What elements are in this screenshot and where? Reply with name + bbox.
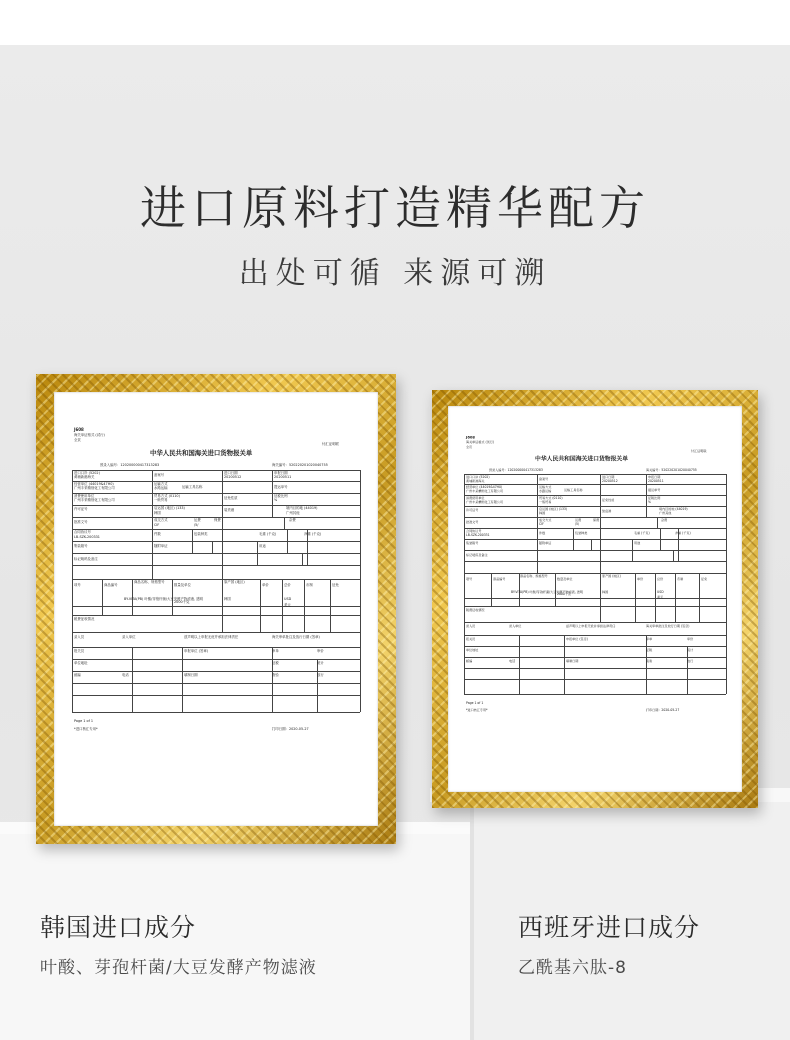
form-field: 征免性质 <box>224 496 238 500</box>
form-rule <box>260 579 261 632</box>
form-field: 集装箱号 <box>74 544 88 548</box>
form-field: 用途 <box>634 541 641 546</box>
form-rule <box>573 528 574 550</box>
form-rule <box>102 579 103 615</box>
form-print-date: 打印日期：2020-05-27 <box>272 727 309 731</box>
form-field: 一般贸易 <box>538 499 551 504</box>
form-rule <box>182 647 183 712</box>
form-field: 项号 <box>465 576 472 581</box>
form-field: 经营单位 (44019&47H0) <box>74 482 114 486</box>
form-field: 净重 (千克) <box>304 532 322 536</box>
form-field: 包装种类 <box>194 532 208 536</box>
form-rule <box>464 561 726 562</box>
form-field: 放行 <box>686 658 694 663</box>
form-rule <box>72 470 360 471</box>
left-certificate-paper <box>54 392 378 826</box>
form-field: 2000千克 <box>174 600 190 604</box>
form-field: 装货港 <box>602 508 612 513</box>
form-rule <box>72 632 360 633</box>
right-caption-title: 西班牙进口成分 <box>518 913 701 942</box>
form-field: 20200511 <box>647 478 664 483</box>
form-field: 2000千克 <box>556 592 571 597</box>
form-field: 申报日期 <box>274 471 288 475</box>
form-field: 进口日期 <box>224 471 238 475</box>
form-field: 运费 <box>194 518 201 522</box>
form-field: 启运国 (地区) (133) <box>154 506 185 510</box>
form-field: 报关员 <box>74 649 85 653</box>
form-field: 毛重 (千克) <box>634 530 650 535</box>
form-rule <box>635 573 636 621</box>
form-field: 征税 <box>645 647 653 652</box>
form-field: 韩国 <box>224 597 231 601</box>
form-field: 运输方式 <box>538 485 551 489</box>
form-rule <box>591 539 592 550</box>
form-field: 韩国 <box>154 511 161 515</box>
form-rule <box>699 573 700 621</box>
form-field: BY-VITA(PB) 叶酸/芽孢杆菌/大豆发酵产物滤液, 透明 <box>511 589 584 594</box>
form-field: 件数 <box>538 530 545 535</box>
form-rule <box>317 659 318 712</box>
form-field: 税费征收情况 <box>465 607 485 612</box>
form-field: 征免 <box>332 583 339 587</box>
form-field: 批准文号 <box>465 519 479 524</box>
form-field: 消费使用单位 <box>465 496 485 500</box>
form-field: 韩国 <box>602 589 609 594</box>
form-rule <box>72 481 360 482</box>
form-rule <box>72 470 73 712</box>
form-field: 统计 <box>317 661 324 665</box>
form-rule <box>72 647 360 648</box>
left-certificate-frame <box>36 374 396 844</box>
form-field: 装货港 <box>224 508 235 512</box>
form-rule <box>464 622 726 623</box>
form-field: 征税比例 <box>274 494 288 498</box>
form-field: 币制 <box>676 576 684 581</box>
form-field: 运输工具名称 <box>182 485 203 489</box>
form-rule <box>284 517 285 529</box>
form-rule <box>660 528 661 550</box>
form-rule <box>464 484 726 485</box>
form-code: J608 <box>465 435 475 440</box>
form-field: 填制日期 <box>184 673 198 677</box>
form-field: 总价 <box>656 576 664 581</box>
form-field: 原产国 (地区) <box>224 580 245 584</box>
form-code: J608 <box>74 427 84 432</box>
form-rule <box>600 573 601 621</box>
left-caption-title: 韩国进口成分 <box>40 913 197 942</box>
form-field: 报关员 <box>465 637 476 641</box>
form-rule <box>726 474 727 694</box>
form-field: 一般贸易 <box>154 498 168 502</box>
form-field: 兹声明以上申报无讹并承担法律责任 <box>565 624 616 628</box>
form-rule <box>464 528 726 529</box>
form-rule <box>600 474 601 573</box>
form-field: 水路运输 <box>538 488 551 493</box>
form-rule <box>272 470 273 517</box>
form-field: 保费 <box>593 517 600 522</box>
form-rule <box>464 495 726 496</box>
form-field: 集装箱号 <box>465 541 479 546</box>
form-field: 单价 <box>262 583 269 587</box>
form-field: 申报日期 <box>647 475 661 479</box>
form-field: 成交方式 <box>538 517 551 522</box>
form-field: 20200512 <box>602 478 618 483</box>
form-field: 项号 <box>74 583 81 587</box>
form-field: 运费 <box>574 517 582 522</box>
form-rule <box>72 565 360 566</box>
form-field: 放行 <box>317 673 324 677</box>
form-field: 贸易方式 (0110) <box>538 496 563 500</box>
form-field: 广州其他 <box>286 511 300 515</box>
form-field: 审单 <box>645 637 653 641</box>
form-small-note: 全页 <box>74 438 81 442</box>
form-rule <box>72 529 360 530</box>
form-field: 杂费 <box>661 517 668 522</box>
form-field: 查验 <box>645 658 653 663</box>
form-title: 中华人民共和国海关进口货物报关单 <box>150 449 253 457</box>
form-field: 商品编号 <box>104 583 118 587</box>
form-rule <box>330 579 331 632</box>
left-customs-form <box>72 428 360 758</box>
form-field: 进口口岸 (5202) <box>465 475 490 479</box>
form-field: 运输方式 <box>154 482 168 486</box>
form-field: 数量及单位 <box>556 576 573 581</box>
form-field: 保费 <box>214 518 221 522</box>
form-rule <box>282 579 283 632</box>
form-rule <box>464 606 726 607</box>
form-customs-no: 海关编号：520220201020040755 <box>272 463 328 467</box>
form-field: 录入员 <box>74 635 85 639</box>
form-field: 币制 <box>306 583 313 587</box>
form-field: 录入单位 <box>509 624 522 628</box>
headline-title: 进口原料打造精华配方 <box>140 181 650 235</box>
form-rule <box>464 474 465 694</box>
form-page: Page 1 of 1 <box>465 700 484 705</box>
form-field: 单位地址 <box>74 661 88 665</box>
form-field: 提运单号 <box>274 485 288 489</box>
form-field: 商品编号 <box>493 576 506 581</box>
form-field: 征免 <box>700 576 707 581</box>
form-field: /5/ <box>574 522 580 527</box>
form-rule <box>632 539 633 550</box>
form-rule <box>222 579 223 632</box>
form-field: 税费征收情况 <box>74 617 95 621</box>
form-field: 备案号 <box>538 476 548 481</box>
form-field: 海关审单批注及放行日期 (签章) <box>272 635 320 639</box>
form-rule <box>132 647 133 712</box>
form-field: 征税比例 <box>647 496 661 500</box>
form-rule <box>360 470 361 712</box>
form-rule <box>687 646 688 694</box>
form-field: 黄埔新港海关 <box>465 478 485 483</box>
form-field: 广州丰采精细化工有限公司 <box>465 488 503 493</box>
form-field: 件数 <box>154 532 161 536</box>
form-rule <box>72 553 360 554</box>
form-copy-label: 付汇证明联 <box>691 448 707 453</box>
form-rule <box>257 541 258 553</box>
form-rule <box>464 573 726 574</box>
form-rule <box>464 635 726 636</box>
form-rule <box>72 712 360 713</box>
form-field: 进口口岸 (5202) <box>74 471 100 475</box>
form-rule <box>72 615 360 616</box>
form-field: 20200512 <box>224 475 242 479</box>
form-field: 申报单位 (签章) <box>565 637 588 641</box>
form-field: 消费使用单位 <box>74 494 95 498</box>
form-field: 韩国 <box>538 511 545 516</box>
form-small-note: 全页 <box>465 445 472 449</box>
form-field: 随附单证 <box>154 544 168 548</box>
form-field: /5/ <box>194 523 199 527</box>
form-field: 经营单位 (44019&47H0) <box>465 485 502 489</box>
form-field: 广州丰采精细化工有限公司 <box>74 498 115 502</box>
form-field: 电话 <box>122 673 129 677</box>
form-field: 杂费 <box>289 518 296 522</box>
form-field: 启运国 (地区) (133) <box>538 506 567 511</box>
form-rule <box>655 573 656 621</box>
form-field: 电话 <box>509 658 516 663</box>
form-field: % <box>647 499 651 504</box>
form-header-note: 海关单证格式 (试行) <box>74 433 105 437</box>
form-field: LB-SZK-200331 <box>465 533 490 537</box>
right-customs-form <box>464 436 726 736</box>
right-caption-subtitle: 乙酰基六肽-8 <box>518 958 627 978</box>
form-rule <box>72 603 360 607</box>
top-strip <box>0 0 790 45</box>
left-caption-subtitle: 叶酸、芽孢杆菌/大豆发酵产物滤液 <box>40 958 317 978</box>
form-print-date: 打印日期：2020-05-27 <box>645 707 680 712</box>
form-header-note: 海关单证格式 (试行) <box>465 440 494 445</box>
form-field: 净重 (千克) <box>675 530 691 535</box>
form-field: 邮编 <box>465 658 472 663</box>
form-field: 境内目的地 (44019) <box>286 506 318 510</box>
form-field: 备案号 <box>154 473 165 477</box>
form-rule <box>564 635 565 694</box>
form-rule <box>212 541 213 553</box>
form-field: 录入单位 <box>122 635 136 639</box>
form-field: 包装种类 <box>574 530 588 535</box>
form-field: 成交方式 <box>154 518 168 522</box>
form-rule <box>287 529 288 553</box>
form-customs-no: 海关编号：520220201020040755 <box>645 467 697 472</box>
form-rule <box>72 493 360 494</box>
form-prefill-no: 预录入编号：120200000417313283 <box>100 463 160 467</box>
form-field: 美元 <box>284 603 291 607</box>
form-field: 标记唛码及备注 <box>74 557 98 561</box>
pedestal-shadow <box>470 800 474 1040</box>
form-field: USD <box>284 597 292 601</box>
form-field: 20200511 <box>274 475 292 479</box>
form-rule <box>222 470 223 579</box>
form-field: % <box>274 498 278 502</box>
form-rule <box>632 550 633 561</box>
form-field: 审价 <box>686 637 694 641</box>
form-field: 商品名称、规格型号 <box>520 574 549 578</box>
form-field: 毛重 (千克) <box>259 532 277 536</box>
right-certificate-frame <box>432 390 758 808</box>
form-rule <box>464 550 726 551</box>
form-rule <box>675 573 676 621</box>
form-rule <box>646 474 647 517</box>
form-field: 单位地址 <box>465 647 479 652</box>
form-rule <box>302 553 303 565</box>
form-field: 审价 <box>317 649 324 653</box>
form-field: 用途 <box>259 544 266 548</box>
form-stamp-note: *进口核汇专用* <box>465 707 488 712</box>
form-field: 标记唛码及备注 <box>465 553 488 557</box>
form-field: 数量及单位 <box>174 583 191 587</box>
form-field: 进口日期 <box>602 475 615 479</box>
form-field: 海关审单批注及放行日期 (签章) <box>645 624 690 628</box>
form-rule <box>464 539 726 540</box>
form-field: 许可证号 <box>465 507 479 512</box>
form-rule <box>272 647 273 712</box>
form-rule <box>257 553 258 565</box>
form-rule <box>72 541 360 542</box>
form-field: 水路运输 <box>154 486 168 490</box>
form-rule <box>152 470 153 579</box>
form-rule <box>192 529 193 553</box>
form-field: 查验 <box>272 673 279 677</box>
form-field: CIF <box>538 522 544 527</box>
form-field: 贸易方式 (0110) <box>154 494 180 498</box>
form-rule <box>646 635 647 694</box>
form-field: 原产国 (地区) <box>602 574 622 578</box>
form-rule <box>673 550 674 561</box>
form-field: 合同协议号 <box>465 528 482 533</box>
form-field: 总价 <box>284 583 291 587</box>
form-rule <box>519 635 520 694</box>
form-field: 境内目的地 (44019) <box>658 506 688 511</box>
form-field: LB-SZK-200331 <box>74 535 100 539</box>
form-rule <box>537 474 538 573</box>
form-field: 黄埔新港海关 <box>74 475 95 479</box>
form-field: USD <box>656 589 664 594</box>
form-field: 运输工具名称 <box>564 487 583 492</box>
form-field: 美元 <box>656 595 664 599</box>
form-field: 商品名称、规格型号 <box>134 580 165 584</box>
form-rule <box>464 474 726 475</box>
form-page: Page 1 of 1 <box>74 719 94 723</box>
form-field: BY-VITA(PB) 叶酸/芽孢杆菌/大豆发酵产物滤液, 透明 <box>124 597 204 601</box>
form-field: 统计 <box>686 647 694 652</box>
form-field: 广州其他 <box>658 511 672 516</box>
form-field: 提运单号 <box>647 487 661 492</box>
form-field: 申报单位 (签章) <box>184 649 209 653</box>
form-field: 邮编 <box>74 673 81 677</box>
form-field: 审单 <box>272 649 279 653</box>
form-rule <box>464 694 726 695</box>
form-field: CIF <box>154 523 160 527</box>
form-copy-label: 付汇证明联 <box>322 442 339 446</box>
form-field: 合同协议号 <box>74 530 91 534</box>
form-field: 填制日期 <box>565 658 579 663</box>
form-rule <box>72 579 360 580</box>
form-field: 许可证号 <box>74 507 88 511</box>
form-field: 广州丰采精细化工有限公司 <box>465 499 503 504</box>
form-rule <box>304 579 305 632</box>
form-title: 中华人民共和国海关进口货物报关单 <box>534 455 628 463</box>
form-field: 兹声明以上申报无讹并承担法律责任 <box>184 635 239 639</box>
form-stamp-note: *进口核汇专用* <box>74 727 98 731</box>
form-rule <box>491 573 492 606</box>
form-field: 批准文号 <box>74 520 88 524</box>
form-field: 征税 <box>272 661 279 665</box>
form-rule <box>657 517 658 528</box>
headline-subtitle: 出处可循 来源可溯 <box>238 256 552 291</box>
form-field: 单价 <box>636 576 644 581</box>
form-field: 随附单证 <box>538 541 551 546</box>
form-field: 广州丰采精细化工有限公司 <box>74 486 115 490</box>
form-prefill-no: 预录入编号：120200000417313283 <box>489 467 544 472</box>
form-field: 录入员 <box>465 624 476 628</box>
form-field: 征免性质 <box>602 497 615 502</box>
right-certificate-paper <box>448 406 742 792</box>
